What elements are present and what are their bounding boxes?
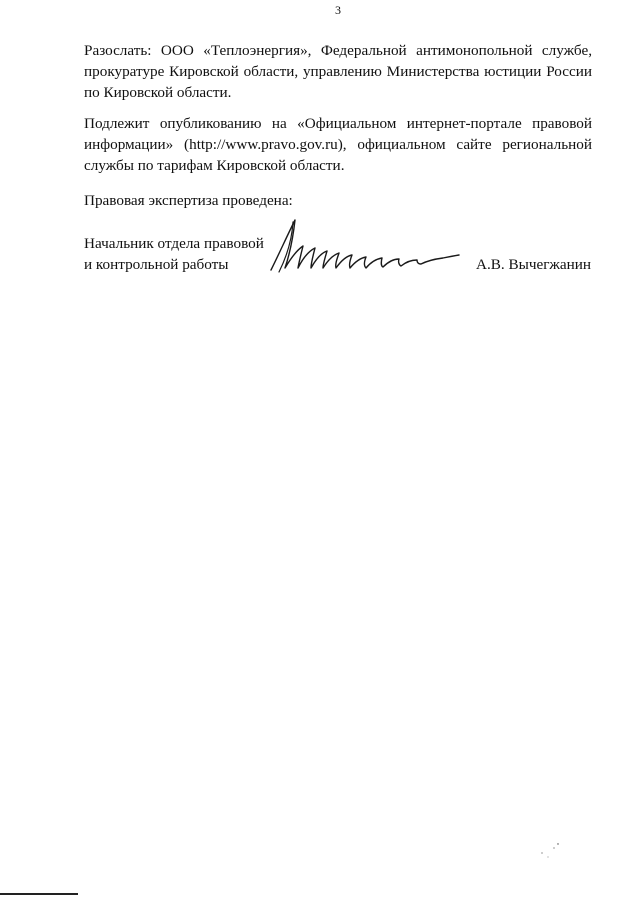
legal-expertise-line: Правовая экспертиза проведена:: [84, 192, 293, 209]
handwritten-signature: [265, 218, 465, 276]
distribution-paragraph: Разослать: ООО «Теплоэнергия», Федеральной антимонопольной службе, прокуратуре Кировской области, управлению Министерства юстиции России по Кировской области.: [84, 42, 592, 101]
signatory-position: [84, 233, 264, 275]
scan-edge-line: [0, 893, 78, 895]
signatory-position-line1: Начальник отдела правовой: [84, 235, 264, 252]
scan-artifact: [536, 840, 566, 860]
signatory-name: А.В. Вычегжанин: [476, 256, 592, 273]
signatory-position-line2: и контрольной работы: [84, 256, 229, 273]
page-number: 3: [335, 3, 341, 17]
publication-paragraph: Подлежит опубликованию на «Официальном интернет-портале правовой информации» (http://www.pravo.gov.ru), официальном сайте региональной службы по тарифам Кировской области.: [84, 115, 592, 174]
